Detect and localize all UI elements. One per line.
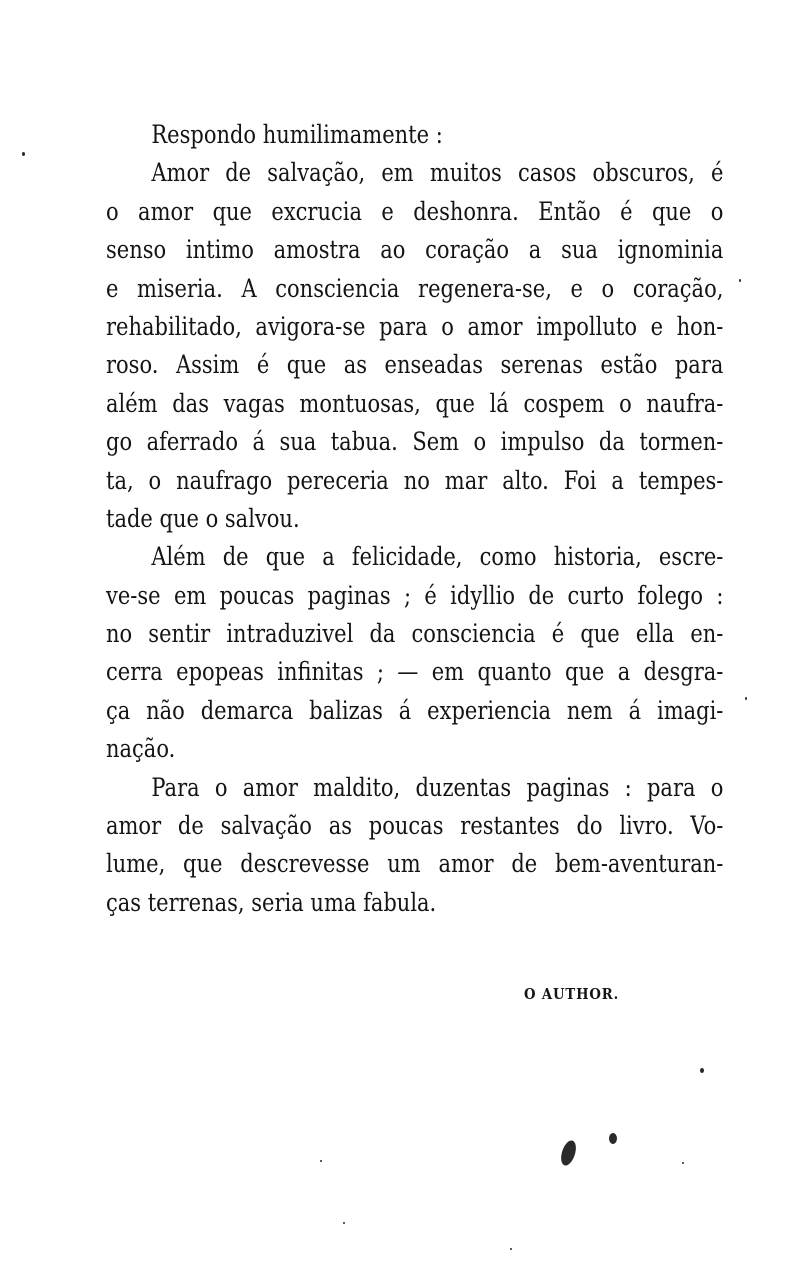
text-line: cerra epopeas infinitas ; — em quanto que a desgra- (106, 657, 724, 687)
text-line: e miseria. A consciencia regenera-se, e o coração, (106, 273, 724, 303)
text-line: ça não demarca balizas á experiencia nem á imagi- (106, 695, 724, 725)
text-line: ças terrenas, seria uma fabula. (106, 887, 437, 917)
text-line: Amor de salvação, em muitos casos obscuros, é (151, 158, 724, 188)
ink-speck (739, 279, 741, 282)
text-line: Para o amor maldito, duzentas paginas : para o (151, 772, 724, 802)
ink-speck (745, 697, 747, 700)
ink-speck (609, 1133, 617, 1144)
ink-speck (682, 1162, 684, 1164)
ink-blot (558, 1139, 578, 1168)
body-text (106, 116, 724, 922)
text-line: ve-se em poucas paginas ; é idyllio de curto folego : (106, 580, 724, 610)
text-line: lume, que descrevesse um amor de bem-aventuran- (106, 849, 724, 879)
ink-speck (22, 152, 25, 156)
text-line: amor de salvação as poucas restantes do livro. Vo- (106, 811, 724, 841)
text-line: go aferrado á sua tabua. Sem o impulso da tormen- (106, 427, 724, 457)
text-line: ta, o naufrago pereceria no mar alto. Foi a tempes- (106, 465, 724, 495)
author-signature: O AUTHOR. (524, 985, 620, 1003)
ink-speck (343, 1222, 345, 1224)
text-line: o amor que excrucia e deshonra. Então é que o (106, 196, 724, 226)
ink-speck (510, 1248, 512, 1250)
text-line: rehabilitado, avigora-se para o amor impolluto e hon- (106, 311, 724, 341)
text-line: roso. Assim é que as enseadas serenas estão para (106, 350, 724, 380)
text-line: tade que o salvou. (106, 503, 300, 533)
text-line: senso intimo amostra ao coração a sua ignominia (106, 235, 724, 265)
text-line: no sentir intraduzivel da consciencia é que ella en- (106, 619, 724, 649)
text-line: nação. (106, 734, 176, 764)
ink-speck (700, 1068, 704, 1073)
text-line: além das vagas montuosas, que lá cospem o naufra- (106, 388, 724, 418)
text-line: Além de que a felicidade, como historia, escre- (151, 542, 724, 572)
ink-speck (320, 1160, 322, 1162)
text-line: Respondo humilimamente : (151, 120, 443, 149)
